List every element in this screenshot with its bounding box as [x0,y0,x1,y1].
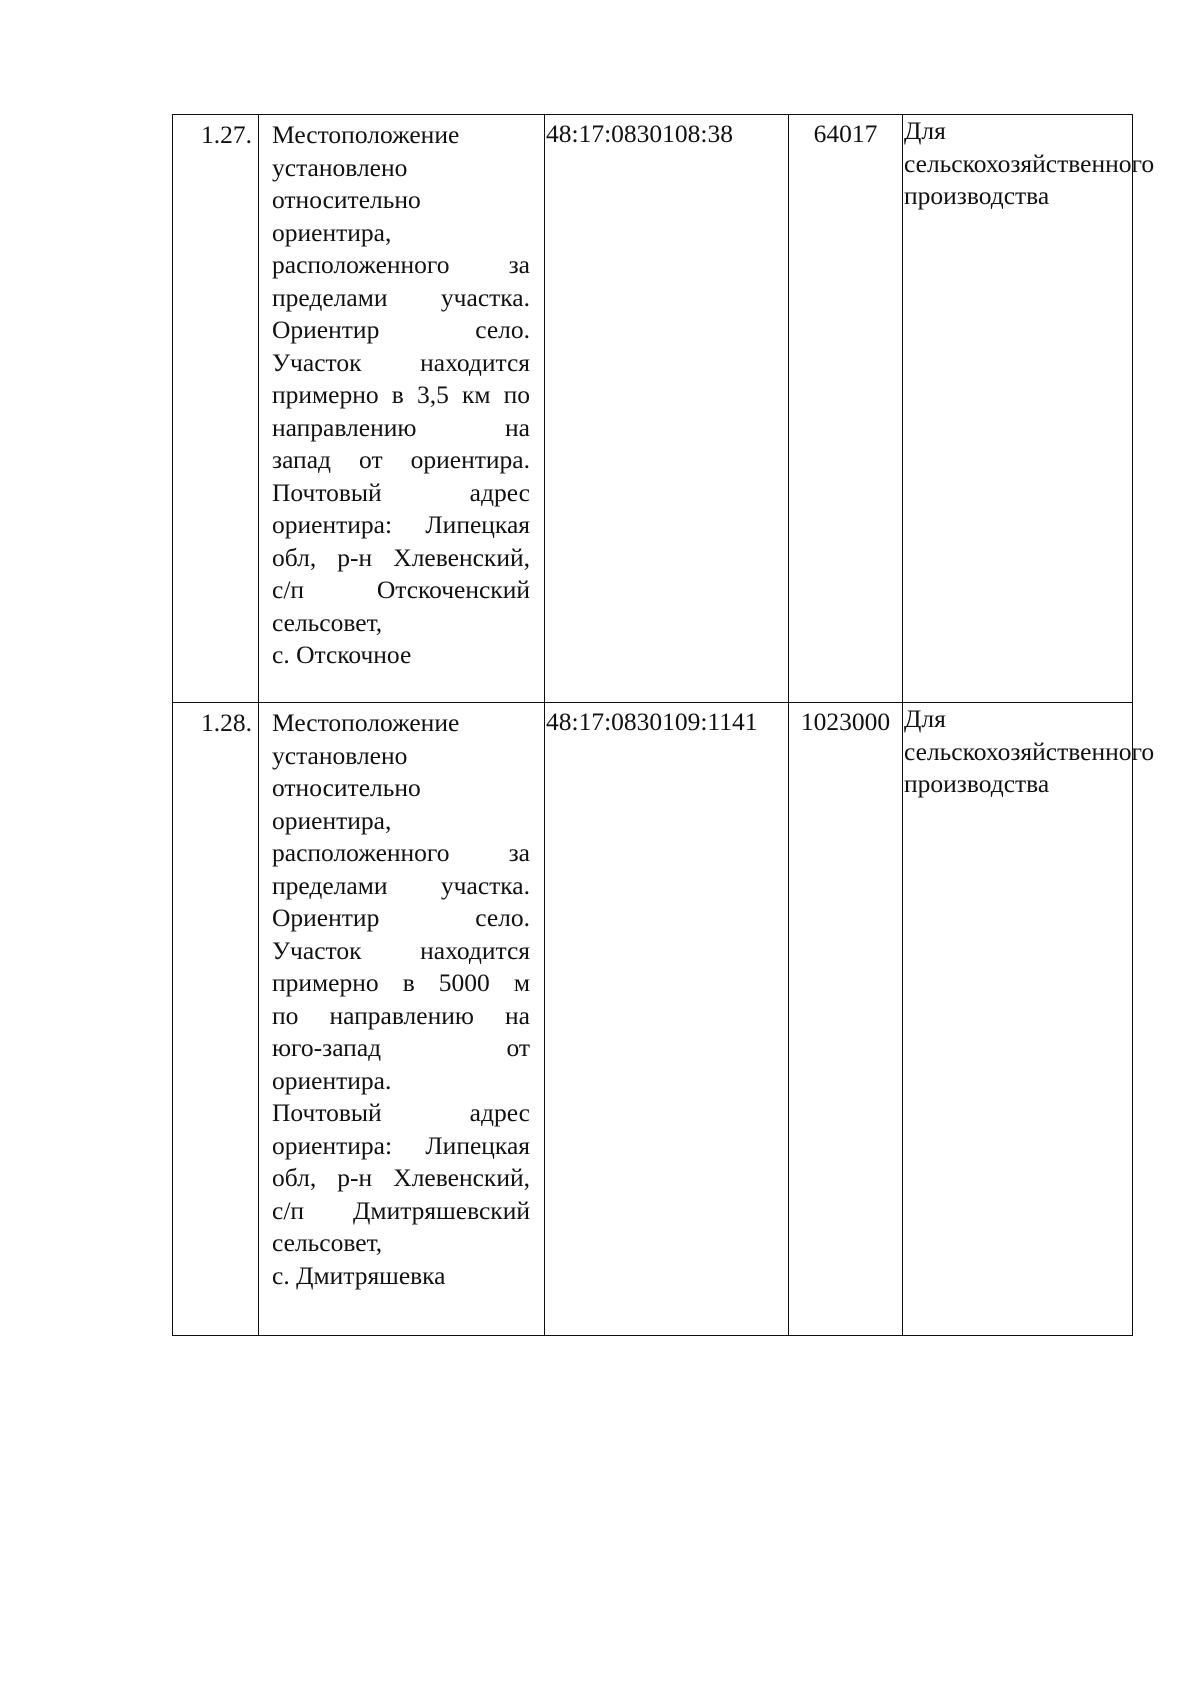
cadastral-number-cell: 48:17:0830108:38 [545,115,789,703]
location-line: ориентира: Липецкая [272,1130,530,1160]
location-line: направлению на [272,412,530,442]
table-row [173,115,1133,703]
location-line: относительно [272,773,421,802]
location-line: пределами участка. [272,870,530,900]
location-line: Ориентир село. [272,315,530,344]
location-description-cell [259,703,545,1336]
location-line: Почтовый адрес [272,1098,530,1127]
location-line: ориентира: Липецкая [272,510,530,539]
area-cell: 1023000 [789,703,903,1336]
row-number-cell: 1.27. [173,115,259,703]
location-line: сельсовет, [272,1228,383,1257]
location-line: примерно в 5000 м [272,968,530,997]
location-line: расположенного за [272,838,530,867]
location-line: Участок находится [272,935,530,965]
location-line: Участок находится [272,347,530,377]
area-cell: 64017 [789,115,903,703]
location-line: обл, р-н Хлевенский, [272,1163,530,1192]
land-plots-table [172,114,1155,1336]
location-line: ориентира. [272,1065,392,1095]
row-number-cell: 1.28. [173,703,259,1336]
location-line: Местоположение [272,708,460,737]
location-line: с/п Дмитряшевский [272,1195,530,1225]
location-text [272,119,530,672]
location-description-cell [259,115,545,703]
location-line: установлено [272,740,408,770]
location-line: с/п Отскоченский [272,575,530,604]
location-line: по направлению на [272,1000,530,1030]
location-line: Местоположение [272,120,460,149]
permitted-use-cell: Для сельскохозяйственного производства [903,703,1133,1336]
location-line: сельсовет, [272,607,383,637]
location-line: с. Отскочное [272,640,412,669]
location-line: примерно в 3,5 км по [272,380,530,409]
location-line: относительно [272,185,421,214]
location-line: с. Дмитряшевка [272,1260,446,1290]
permitted-use-cell: Для сельскохозяйственного производства [903,115,1133,703]
cadastral-number-cell: 48:17:0830109:1141 [545,703,789,1336]
location-line: ориентира, [272,805,392,835]
location-line: запад от ориентира. [272,445,530,474]
table-row [173,703,1133,1336]
location-line: установлено [272,152,408,182]
location-line: расположенного за [272,250,530,279]
location-line: пределами участка. [272,282,530,312]
location-line: обл, р-н Хлевенский, [272,542,530,572]
location-line: Почтовый адрес [272,477,530,507]
location-text [272,707,530,1292]
location-line: ориентира, [272,217,392,247]
location-line: юго-запад от [272,1033,530,1062]
location-line: Ориентир село. [272,903,530,932]
